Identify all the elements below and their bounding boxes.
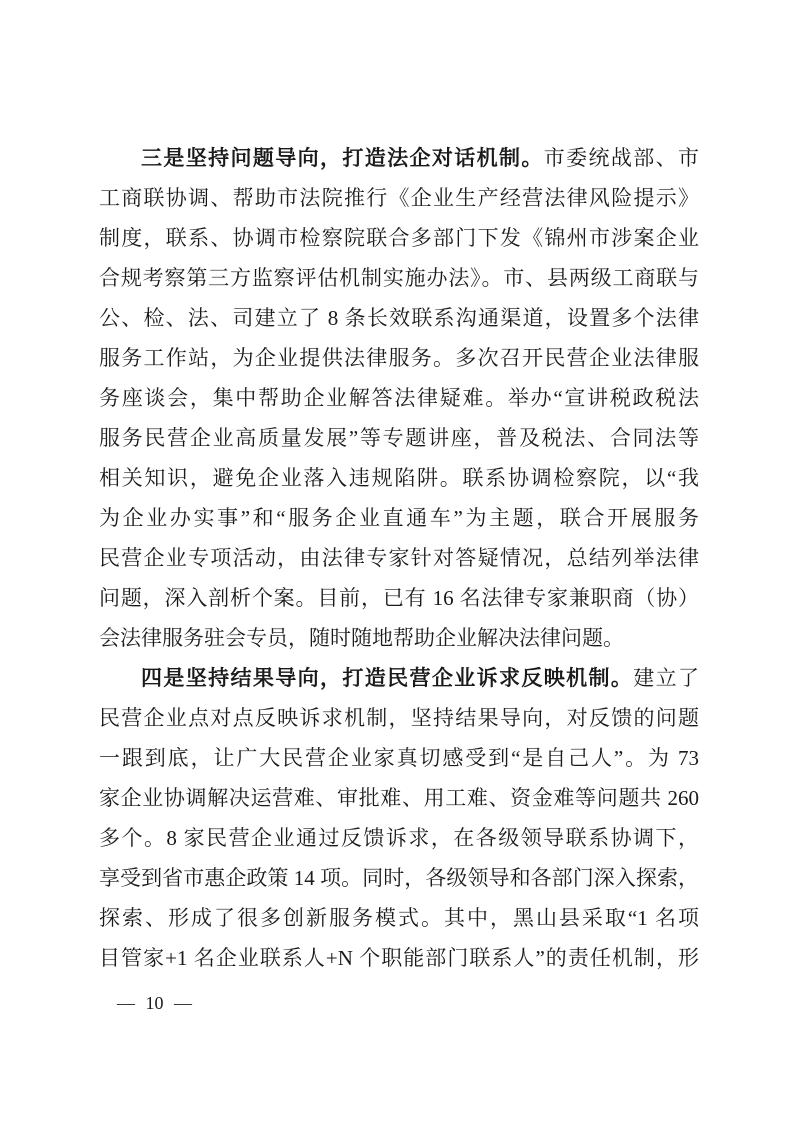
text-line: 家企业协调解决运营难、审批难、用工难、资金难等问题共 260 <box>99 786 699 810</box>
para-three <box>99 138 699 658</box>
text-line: 民营企业点对点反映诉求机制，坚持结果导向，对反馈的问题 <box>99 706 699 730</box>
para-four-lead-rest: 建立了 <box>633 666 699 690</box>
text-line: 相关知识，避免企业落入违规陷阱。联系协调检察院，以“我 <box>99 466 699 490</box>
document-body <box>99 138 699 978</box>
text-line: 目管家+1 名企业联系人+N 个职能部门联系人”的责任机制，形 <box>99 946 699 970</box>
text-line: 为企业办实事”和“服务企业直通车”为主题，联合开展服务 <box>99 506 699 530</box>
text-line: 服务工作站，为企业提供法律服务。多次召开民营企业法律服 <box>99 346 699 370</box>
text-line: 探索、形成了很多创新服务模式。其中，黑山县采取“1 名项 <box>99 906 699 930</box>
text-line: 民营企业专项活动，由法律专家针对答疑情况，总结列举法律 <box>99 546 699 570</box>
text-line: 问题，深入剖析个案。目前，已有 16 名法律专家兼职商（协） <box>99 586 699 610</box>
text-line: 制度，联系、协调市检察院联合多部门下发《锦州市涉案企业 <box>99 226 699 250</box>
para-three-lead: 三是坚持问题导向，打造法企对话机制。 <box>141 146 544 170</box>
text-line: 服务民营企业高质量发展”等专题讲座，普及税法、合同法等 <box>99 426 699 450</box>
text-line: 公、检、法、司建立了 8 条长效联系沟通渠道，设置多个法律 <box>99 306 699 330</box>
text-line: 工商联协调、帮助市法院推行《企业生产经营法律风险提示》 <box>99 186 699 210</box>
text-line: 多个。8 家民营企业通过反馈诉求，在各级领导联系协调下， <box>99 826 699 850</box>
para-three-lead-rest: 市委统战部、市 <box>543 146 699 170</box>
text-line <box>99 138 699 178</box>
text-line: 务座谈会，集中帮助企业解答法律疑难。举办“宣讲税政税法 <box>99 386 699 410</box>
text-line <box>99 658 699 698</box>
para-four-lead: 四是坚持结果导向，打造民营企业诉求反映机制。 <box>141 666 634 690</box>
para-four <box>99 658 699 978</box>
text-line: 合规考察第三方监察评估机制实施办法》。市、县两级工商联与 <box>99 266 699 290</box>
text-line: 一跟到底，让广大民营企业家真切感受到“是自己人”。为 73 <box>99 746 699 770</box>
page-number: — 10 — <box>117 993 192 1013</box>
text-line: 会法律服务驻会专员，随时随地帮助企业解决法律问题。 <box>99 626 624 650</box>
text-line: 享受到省市惠企政策 14 项。同时，各级领导和各部门深入探索， <box>99 866 699 890</box>
